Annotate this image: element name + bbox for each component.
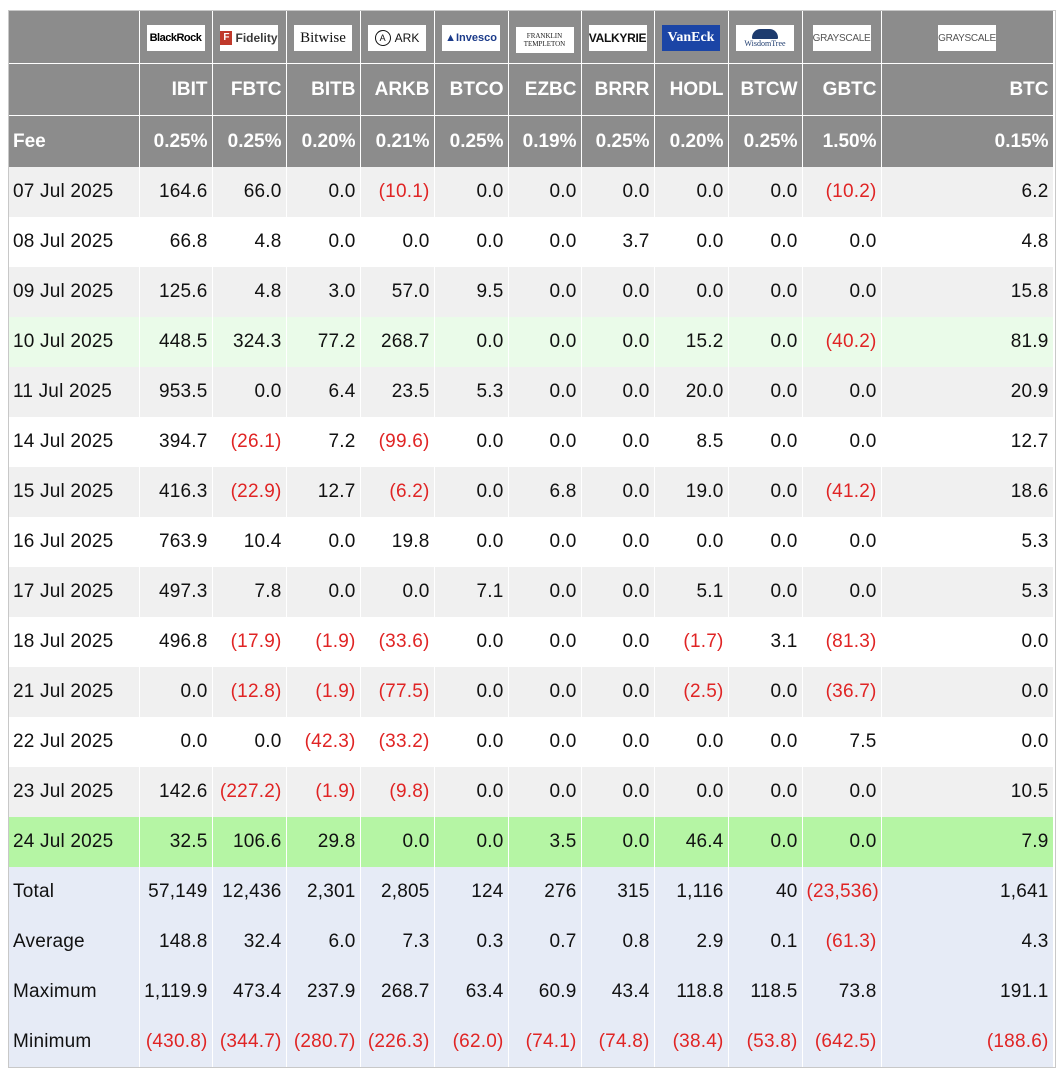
flow-cell: 0.0 — [654, 517, 728, 567]
flow-cell: 0.0 — [728, 467, 802, 517]
date-cell: 07 Jul 2025 — [9, 167, 139, 217]
flow-cell: 0.0 — [654, 267, 728, 317]
flow-cell: 0.0 — [508, 767, 581, 817]
flow-cell: 15.2 — [654, 317, 728, 367]
flow-cell: 0.0 — [434, 467, 508, 517]
flow-cell: (642.5) — [802, 1017, 881, 1067]
issuer-logo-cell — [508, 11, 581, 64]
date-cell: 21 Jul 2025 — [9, 667, 139, 717]
issuer-logo-cell — [728, 11, 802, 64]
flow-cell: 8.5 — [654, 417, 728, 467]
flow-cell: 19.8 — [360, 517, 434, 567]
flow-cell: 0.0 — [581, 817, 654, 867]
flow-cell: 1,119.9 — [139, 967, 212, 1017]
flow-cell: 0.0 — [581, 267, 654, 317]
flow-cell: (6.2) — [360, 467, 434, 517]
flow-cell: 0.0 — [802, 217, 881, 267]
logo-row — [9, 11, 1053, 64]
flow-cell: 20.9 — [881, 367, 1053, 417]
flow-cell: 0.0 — [581, 167, 654, 217]
flow-cell: 5.3 — [881, 517, 1053, 567]
flow-cell: 1,641 — [881, 867, 1053, 917]
flow-cell: 0.0 — [434, 217, 508, 267]
flow-cell: (344.7) — [212, 1017, 286, 1067]
flow-cell: (1.9) — [286, 617, 360, 667]
table-row — [9, 817, 1053, 867]
flow-cell: 0.0 — [881, 617, 1053, 667]
flow-cell: 10.4 — [212, 517, 286, 567]
date-cell: 24 Jul 2025 — [9, 817, 139, 867]
flow-cell: 0.0 — [802, 817, 881, 867]
flow-cell: (77.5) — [360, 667, 434, 717]
flow-cell: 60.9 — [508, 967, 581, 1017]
flow-cell: (40.2) — [802, 317, 881, 367]
issuer-logo-cell — [212, 11, 286, 64]
flow-cell: 416.3 — [139, 467, 212, 517]
flow-cell: 125.6 — [139, 267, 212, 317]
flow-cell: 0.0 — [728, 817, 802, 867]
flow-cell: 237.9 — [286, 967, 360, 1017]
flow-cell: 0.0 — [581, 567, 654, 617]
flow-cell: (1.7) — [654, 617, 728, 667]
flow-cell: 124 — [434, 867, 508, 917]
grayscale-logo-icon: GRAYSCALE — [813, 25, 871, 51]
flow-cell: 0.0 — [508, 317, 581, 367]
flow-cell: 0.0 — [581, 417, 654, 467]
flow-cell: (22.9) — [212, 467, 286, 517]
summary-row — [9, 967, 1053, 1017]
flow-cell: (42.3) — [286, 717, 360, 767]
flow-cell: 0.0 — [286, 167, 360, 217]
flow-cell: 19.0 — [654, 467, 728, 517]
flow-cell: (2.5) — [654, 667, 728, 717]
ticker-btcw: BTCW — [728, 64, 802, 116]
flow-cell: 6.4 — [286, 367, 360, 417]
fee-btc: 0.15% — [881, 116, 1053, 168]
table-row — [9, 767, 1053, 817]
flow-cell: 0.0 — [434, 767, 508, 817]
flow-cell: 6.2 — [881, 167, 1053, 217]
flow-cell: 496.8 — [139, 617, 212, 667]
flow-cell: 12.7 — [286, 467, 360, 517]
date-cell: 22 Jul 2025 — [9, 717, 139, 767]
flow-cell: 15.8 — [881, 267, 1053, 317]
flow-cell: 43.4 — [581, 967, 654, 1017]
summary-row — [9, 867, 1053, 917]
summary-label: Total — [9, 867, 139, 917]
flow-cell: 7.9 — [881, 817, 1053, 867]
issuer-logo-cell — [360, 11, 434, 64]
table-row — [9, 417, 1053, 467]
flow-cell: 0.0 — [654, 767, 728, 817]
flow-cell: (12.8) — [212, 667, 286, 717]
date-cell: 16 Jul 2025 — [9, 517, 139, 567]
flow-cell: 0.0 — [654, 217, 728, 267]
flow-cell: 0.0 — [434, 417, 508, 467]
flow-cell: 5.3 — [434, 367, 508, 417]
flow-cell: 0.0 — [434, 317, 508, 367]
flow-cell: 46.4 — [654, 817, 728, 867]
table-row — [9, 167, 1053, 217]
ticker-btco: BTCO — [434, 64, 508, 116]
flow-cell: 40 — [728, 867, 802, 917]
flow-cell: 73.8 — [802, 967, 881, 1017]
summary-label: Maximum — [9, 967, 139, 1017]
flow-cell: 164.6 — [139, 167, 212, 217]
flow-cell: 3.7 — [581, 217, 654, 267]
invesco-logo-icon: ▲ Invesco — [442, 25, 500, 51]
flow-cell: 0.0 — [139, 667, 212, 717]
flow-cell: 0.1 — [728, 917, 802, 967]
flow-cell: (41.2) — [802, 467, 881, 517]
bitwise-logo-icon: Bitwise — [294, 25, 352, 51]
flow-cell: 0.0 — [728, 367, 802, 417]
flow-cell: (62.0) — [434, 1017, 508, 1067]
summary-row — [9, 917, 1053, 967]
flow-cell: (17.9) — [212, 617, 286, 667]
flow-cell: (33.6) — [360, 617, 434, 667]
grayscale-logo-icon: GRAYSCALE — [938, 25, 996, 51]
flow-cell: (188.6) — [881, 1017, 1053, 1067]
flow-cell: 2.9 — [654, 917, 728, 967]
valkyrie-logo-icon: VALKYRIE — [589, 25, 647, 51]
flow-cell: 191.1 — [881, 967, 1053, 1017]
flow-cell: 0.0 — [802, 367, 881, 417]
flow-cell: 9.5 — [434, 267, 508, 317]
flow-cell: 0.0 — [360, 217, 434, 267]
fidelity-logo-icon: F Fidelity — [220, 25, 278, 51]
table-row — [9, 517, 1053, 567]
fee-ezbc: 0.19% — [508, 116, 581, 168]
flow-cell: (26.1) — [212, 417, 286, 467]
table-row — [9, 667, 1053, 717]
flow-cell: 0.0 — [508, 667, 581, 717]
flow-cell: (226.3) — [360, 1017, 434, 1067]
flow-cell: (99.6) — [360, 417, 434, 467]
flow-cell: 0.0 — [728, 217, 802, 267]
flow-cell: 0.0 — [728, 267, 802, 317]
flow-cell: 0.0 — [286, 217, 360, 267]
flow-cell: 77.2 — [286, 317, 360, 367]
fee-btcw: 0.25% — [728, 116, 802, 168]
vaneck-logo-icon: VanEck — [662, 25, 720, 51]
etf-flow-table — [9, 11, 1054, 1067]
corner-cell — [9, 11, 139, 64]
flow-cell: 4.3 — [881, 917, 1053, 967]
franklin-logo-icon: FRANKLIN TEMPLETON — [516, 27, 574, 53]
flow-cell: (1.9) — [286, 667, 360, 717]
date-cell: 08 Jul 2025 — [9, 217, 139, 267]
flow-cell: 4.8 — [212, 267, 286, 317]
ticker-gbtc: GBTC — [802, 64, 881, 116]
flow-cell: 953.5 — [139, 367, 212, 417]
flow-cell: 394.7 — [139, 417, 212, 467]
flow-cell: (74.8) — [581, 1017, 654, 1067]
flow-cell: 448.5 — [139, 317, 212, 367]
flow-cell: 0.0 — [728, 317, 802, 367]
flow-cell: 142.6 — [139, 767, 212, 817]
fee-fbtc: 0.25% — [212, 116, 286, 168]
fee-arkb: 0.21% — [360, 116, 434, 168]
wisdomtree-logo-icon: WisdomTree — [736, 25, 794, 51]
flow-cell: 32.4 — [212, 917, 286, 967]
issuer-logo-cell — [881, 11, 1053, 64]
table-row — [9, 467, 1053, 517]
table-row — [9, 717, 1053, 767]
flow-cell: 118.5 — [728, 967, 802, 1017]
issuer-logo-cell — [581, 11, 654, 64]
flow-cell: 0.0 — [581, 617, 654, 667]
flow-cell: 0.0 — [434, 617, 508, 667]
flow-cell: 0.0 — [286, 567, 360, 617]
flow-cell: 2,805 — [360, 867, 434, 917]
flow-cell: 12.7 — [881, 417, 1053, 467]
flow-cell: (61.3) — [802, 917, 881, 967]
flow-cell: 0.3 — [434, 917, 508, 967]
flow-cell: 6.0 — [286, 917, 360, 967]
flow-cell: 0.0 — [212, 717, 286, 767]
flow-cell: 63.4 — [434, 967, 508, 1017]
flow-cell: (280.7) — [286, 1017, 360, 1067]
issuer-logo-cell — [434, 11, 508, 64]
flow-cell: 3.0 — [286, 267, 360, 317]
table-row — [9, 567, 1053, 617]
flow-cell: 0.0 — [581, 767, 654, 817]
flow-cell: 0.0 — [434, 517, 508, 567]
flow-cell: 3.1 — [728, 617, 802, 667]
flow-cell: 5.3 — [881, 567, 1053, 617]
date-cell: 11 Jul 2025 — [9, 367, 139, 417]
flow-cell: 324.3 — [212, 317, 286, 367]
flow-cell: 0.0 — [286, 517, 360, 567]
flow-cell: 0.7 — [508, 917, 581, 967]
flow-cell: 81.9 — [881, 317, 1053, 367]
flow-cell: 0.0 — [508, 617, 581, 667]
summary-row — [9, 1017, 1053, 1067]
flow-cell: 0.0 — [728, 417, 802, 467]
flow-cell: 0.0 — [581, 367, 654, 417]
table-row — [9, 267, 1053, 317]
daily-flow-rows — [9, 167, 1053, 867]
flow-cell: 2,301 — [286, 867, 360, 917]
flow-cell: (9.8) — [360, 767, 434, 817]
flow-cell: 66.8 — [139, 217, 212, 267]
flow-cell: 106.6 — [212, 817, 286, 867]
flow-cell: 57,149 — [139, 867, 212, 917]
fee-ibit: 0.25% — [139, 116, 212, 168]
fee-hodl: 0.20% — [654, 116, 728, 168]
flow-cell: 57.0 — [360, 267, 434, 317]
flow-cell: 10.5 — [881, 767, 1053, 817]
table-row — [9, 317, 1053, 367]
table-row — [9, 367, 1053, 417]
flow-cell: 0.0 — [508, 417, 581, 467]
issuer-logo-cell — [654, 11, 728, 64]
flow-cell: 3.5 — [508, 817, 581, 867]
flow-cell: 0.0 — [802, 567, 881, 617]
ticker-bitb: BITB — [286, 64, 360, 116]
flow-cell: 315 — [581, 867, 654, 917]
summary-label: Minimum — [9, 1017, 139, 1067]
ticker-arkb: ARKB — [360, 64, 434, 116]
flow-cell: 763.9 — [139, 517, 212, 567]
flow-cell: (33.2) — [360, 717, 434, 767]
flow-cell: 0.0 — [728, 167, 802, 217]
flow-cell: 0.0 — [360, 567, 434, 617]
ark-logo-icon: A ARK — [368, 25, 426, 51]
fee-gbtc: 1.50% — [802, 116, 881, 168]
flow-cell: 0.0 — [802, 417, 881, 467]
flow-cell: 4.8 — [881, 217, 1053, 267]
flow-cell: 32.5 — [139, 817, 212, 867]
flow-cell: 7.3 — [360, 917, 434, 967]
issuer-logo-cell — [802, 11, 881, 64]
flow-cell: 0.0 — [802, 267, 881, 317]
ticker-ezbc: EZBC — [508, 64, 581, 116]
flow-cell: 0.0 — [508, 517, 581, 567]
flow-cell: (430.8) — [139, 1017, 212, 1067]
flow-cell: 148.8 — [139, 917, 212, 967]
flow-cell: 12,436 — [212, 867, 286, 917]
flow-cell: 0.0 — [434, 817, 508, 867]
flow-cell: 0.0 — [581, 467, 654, 517]
flow-cell: 4.8 — [212, 217, 286, 267]
flow-cell: (36.7) — [802, 667, 881, 717]
flow-cell: 23.5 — [360, 367, 434, 417]
blackrock-logo-icon: BlackRock — [147, 25, 205, 51]
flow-cell: 0.0 — [434, 667, 508, 717]
issuer-logo-cell — [286, 11, 360, 64]
ticker-btc: BTC — [881, 64, 1053, 116]
flow-cell: 0.0 — [360, 817, 434, 867]
flow-cell: (81.3) — [802, 617, 881, 667]
summary-label: Average — [9, 917, 139, 967]
flow-cell: 118.8 — [654, 967, 728, 1017]
fee-row — [9, 116, 1053, 168]
date-cell: 14 Jul 2025 — [9, 417, 139, 467]
etf-flow-table-container — [8, 10, 1056, 1068]
fee-brrr: 0.25% — [581, 116, 654, 168]
flow-cell: 0.0 — [802, 767, 881, 817]
flow-cell: 0.0 — [881, 667, 1053, 717]
flow-cell: (227.2) — [212, 767, 286, 817]
table-row — [9, 217, 1053, 267]
flow-cell: 0.0 — [508, 217, 581, 267]
flow-cell: (38.4) — [654, 1017, 728, 1067]
flow-cell: 0.0 — [508, 717, 581, 767]
flow-cell: 0.0 — [654, 167, 728, 217]
flow-cell: 0.0 — [434, 717, 508, 767]
flow-cell: 0.0 — [728, 767, 802, 817]
flow-cell: 0.8 — [581, 917, 654, 967]
flow-cell: 0.0 — [508, 567, 581, 617]
flow-cell: 6.8 — [508, 467, 581, 517]
date-cell: 15 Jul 2025 — [9, 467, 139, 517]
flow-cell: 0.0 — [581, 517, 654, 567]
date-cell: 17 Jul 2025 — [9, 567, 139, 617]
ticker-row — [9, 64, 1053, 116]
flow-cell: 473.4 — [212, 967, 286, 1017]
flow-cell: 0.0 — [508, 367, 581, 417]
flow-cell: 268.7 — [360, 967, 434, 1017]
flow-cell: 1,116 — [654, 867, 728, 917]
flow-cell: 0.0 — [728, 567, 802, 617]
flow-cell: (23,536) — [802, 867, 881, 917]
flow-cell: 268.7 — [360, 317, 434, 367]
flow-cell: 0.0 — [802, 517, 881, 567]
flow-cell: 0.0 — [434, 167, 508, 217]
issuer-logo-cell — [139, 11, 212, 64]
flow-cell: (74.1) — [508, 1017, 581, 1067]
flow-cell: 0.0 — [728, 517, 802, 567]
flow-cell: 7.8 — [212, 567, 286, 617]
fee-btco: 0.25% — [434, 116, 508, 168]
ticker-ibit: IBIT — [139, 64, 212, 116]
fee-label: Fee — [9, 116, 139, 168]
flow-cell: 7.2 — [286, 417, 360, 467]
flow-cell: 0.0 — [508, 167, 581, 217]
flow-cell: 0.0 — [728, 717, 802, 767]
flow-cell: 7.5 — [802, 717, 881, 767]
flow-cell: 0.0 — [881, 717, 1053, 767]
flow-cell: 0.0 — [581, 317, 654, 367]
flow-cell: (53.8) — [728, 1017, 802, 1067]
ticker-brrr: BRRR — [581, 64, 654, 116]
date-cell: 23 Jul 2025 — [9, 767, 139, 817]
flow-cell: 0.0 — [139, 717, 212, 767]
ticker-corner-cell — [9, 64, 139, 116]
date-cell: 09 Jul 2025 — [9, 267, 139, 317]
ticker-fbtc: FBTC — [212, 64, 286, 116]
flow-cell: 7.1 — [434, 567, 508, 617]
flow-cell: 66.0 — [212, 167, 286, 217]
flow-cell: 0.0 — [728, 667, 802, 717]
flow-cell: 0.0 — [508, 267, 581, 317]
flow-cell: 0.0 — [581, 667, 654, 717]
flow-cell: 29.8 — [286, 817, 360, 867]
flow-cell: 276 — [508, 867, 581, 917]
flow-cell: (10.2) — [802, 167, 881, 217]
flow-cell: 0.0 — [212, 367, 286, 417]
flow-cell: 497.3 — [139, 567, 212, 617]
table-row — [9, 617, 1053, 667]
fee-bitb: 0.20% — [286, 116, 360, 168]
flow-cell: 0.0 — [654, 717, 728, 767]
flow-cell: 18.6 — [881, 467, 1053, 517]
summary-rows — [9, 867, 1053, 1067]
flow-cell: 20.0 — [654, 367, 728, 417]
flow-cell: (1.9) — [286, 767, 360, 817]
ticker-hodl: HODL — [654, 64, 728, 116]
flow-cell: 0.0 — [581, 717, 654, 767]
flow-cell: (10.1) — [360, 167, 434, 217]
date-cell: 18 Jul 2025 — [9, 617, 139, 667]
date-cell: 10 Jul 2025 — [9, 317, 139, 367]
flow-cell: 5.1 — [654, 567, 728, 617]
